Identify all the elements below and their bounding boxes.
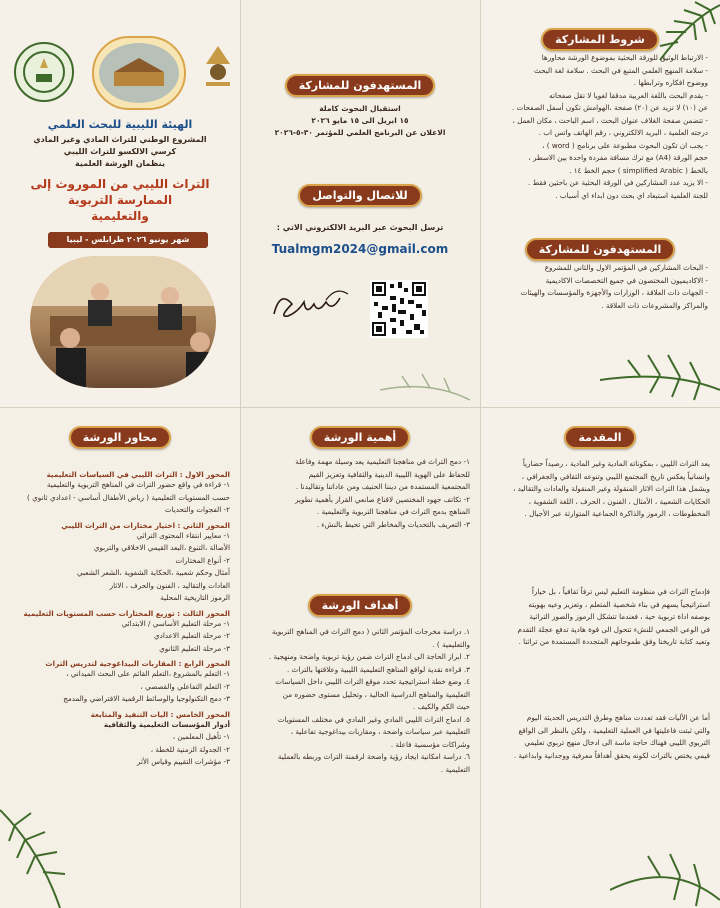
goals-list (252, 626, 470, 776)
conditions-list (494, 52, 708, 202)
list-item: التعليمية عبر سياسات واضحة ، ومقاربات بيداغوجية تفاعلية ، (290, 727, 470, 736)
list-item: بوصفه اداة تربوية حية ، فعندما تتشكل الرموز والصور التراثية (529, 612, 710, 621)
section-title: شروط المشاركة (541, 28, 659, 51)
list-item: ١- مرحلة التعليم الأساسي / الابتدائي (121, 618, 230, 628)
national-heritage-project-logo (92, 36, 186, 110)
list-item: وانسانياً يعكس تاريخ المجتمع الليبي وتنوعه الثقافي والجغرافي ، (521, 471, 710, 481)
list-item: الحكايات الشعبية ، الأمثال ، الفنون ، الحرف ، اللغة الشفوية ، (528, 496, 710, 506)
palm-leaf-icon (610, 820, 720, 908)
list-item: ووضوح افكاره وترابطها . (633, 78, 708, 87)
list-item: الرموز التاريخية المحلية (160, 593, 230, 602)
list-item: العادات والتقاليد ، الفنون والحرف ، الاثار (109, 580, 230, 590)
list-item: ٢- تكاتف جهود المختصين لاقناع صانعي القرار بأهمية تطوير (295, 494, 470, 504)
list-item: في الوعي الجمعي للنشء تتحول الى قوة هادية تدفع عجلة التقدم (517, 624, 710, 634)
intro-paragraph (492, 458, 710, 521)
email-link[interactable]: Tualmgm2024@gmail.com (271, 242, 449, 256)
list-item: ٢. ابراز الحاجة الى ادماج التراث ضمن رؤية تربوية واضحة ومنهجية . (268, 652, 470, 661)
workshop-title: والتعليمية (91, 209, 149, 223)
list-item: المخطوطات ، الرموز والذاكرة الجماعية المتوارثة عبر الأجيال . (524, 509, 710, 518)
axis-items (12, 530, 230, 605)
section-title: محاور الورشة (69, 426, 172, 449)
list-item: - الارتباط الوثيق للورقة البحثية بموضوع الورشة محاورها (541, 53, 708, 62)
list-item: استراتيجياً يسهم في بناء شخصية المتعلم ، وتعزيز وعيه بهويته (528, 599, 710, 609)
org-line: المشروع الوطني للتراث المادي وغير المادي (33, 135, 207, 144)
section-title: المستهدفون للمشاركة (525, 238, 676, 261)
list-item: أمثال وحكم شعبية ،الحكاية الشفوية ،الشعر الشعبي (76, 568, 230, 577)
list-item: - سلامة المنهج العلمي المتبع في البحث . سلامة لغة البحث (534, 65, 708, 75)
palm-leaf-icon (590, 330, 720, 410)
list-item: وشراكات مؤسسية فاعلة . (390, 739, 470, 749)
list-item: للجنة العلمية استبعاد اي بحث دون ابداء اي أسباب . (555, 190, 708, 200)
list-item: حجم الورقة (A4) مع ترك مسافة مفردة واحدة بين الاسطر ، (528, 153, 708, 162)
list-item: ٢- التعلم التفاعلي والقصصي ، (140, 681, 230, 691)
list-item: بالخط ( simplified Arabic ) حجم الخط ١٤ . (569, 165, 708, 175)
intro-section (480, 426, 720, 449)
list-item: - يجب ان تكون البحوث مطبوعة على برنامج ( word ) ، (542, 140, 708, 150)
list-item: ٣- التعريف بالتحديات والمخاطر التي تحيط بالنشء . (316, 519, 470, 529)
list-item: ٢- الجدولة الزمنية للخطة ، (150, 744, 230, 754)
list-item: ٤. وضع خطة استراتيجية تحدد موقع التراث الليبي داخل السياسات (275, 677, 470, 686)
qr-code[interactable] (370, 280, 428, 338)
list-item: وتعيد كتابة تاريخنا وفق طموحاتهم المتجددة المستمدة من تراثنا . (518, 637, 710, 646)
list-item: ٣- مؤشرات التقييم وقياس الأثر (136, 757, 230, 766)
contact-text: ترسل البحوث عبر البريد الالكتروني الاتي : (276, 223, 444, 232)
target-section (480, 238, 720, 261)
axes-section (0, 426, 240, 449)
signature (266, 280, 356, 330)
workshop-title: التراث الليبي من الموروث إلى (30, 177, 210, 191)
libyan-authority-logo (14, 42, 74, 102)
conditions-section (480, 28, 720, 51)
list-item: ٢- مرحلة التعليم الاعدادي (154, 631, 230, 640)
deadlines-section (240, 74, 480, 139)
goals-section (240, 594, 480, 617)
list-item: حيث الكم والكيف . (413, 702, 470, 711)
importance-list (252, 456, 470, 531)
axis-items (12, 668, 230, 706)
list-item: ويشمل هذا التراث الاثار المنقولة وغير المنقولة والعادات والتقاليد ، (513, 484, 710, 493)
axis-items (12, 479, 230, 517)
axes-list (12, 470, 230, 769)
section-title: أهداف الورشة (308, 594, 413, 617)
section-title: للاتصال والتواصل (298, 184, 421, 207)
list-item: المناهج بدمج التراث في مناهجنا التربوية والتعليمية . (316, 507, 470, 516)
importance-section (240, 426, 480, 449)
section-title: المقدمة (564, 426, 635, 449)
intro-paragraph (492, 712, 710, 762)
axis-heading: المحور الخامس : اليات التنفيذ والمتابعة (90, 709, 230, 719)
list-item: - الا يزيد عدد المشاركين في الورقة البحثية عن باحثين فقط . (528, 178, 708, 187)
axis-subheading: أدوار المؤسسات التعليمية والثقافية (103, 719, 230, 729)
list-item: ١- التعلم بالمشروع ،التعلم القائم على البحث الميداني ، (66, 669, 230, 678)
list-item: حسب المستويات التعليمية ( رياض الأطفال أساسي - اعدادي ثانوي ) (27, 492, 230, 502)
intro-paragraph (492, 586, 710, 649)
list-item: ٥. ادماج التراث الليبي المادي وغير المادي في مختلف المستويات (277, 714, 470, 724)
list-item: والمراكز والمشروعات ذات العلاقة . (601, 300, 708, 310)
list-item: عن (١٠) لا تزيد عن (٢٠) صفحة ،الهوامش تكون أسفل الصفحات . (512, 103, 708, 112)
list-item: - تتضمن صفحة الغلاف عنوان البحث ، اسم الباحث ، مكان العمل ، (512, 115, 708, 125)
list-item: للحفاظ على الهوية الليبية الدينية والثقافية وتعزيز القيم (308, 469, 470, 479)
list-item: ٦. دراسة امكانية ايجاد رؤية واضحة لرقمنة التراث وربطه بالعملية (277, 752, 470, 761)
date-bar: شهر يونيو ٢٠٢٦ طرابلس - ليبيا (48, 232, 208, 248)
org-name: الهيئة الليبية للبحث العلمي (47, 118, 193, 131)
axis-heading: المحور الثالث : توزيع المختارات حسب المستويات التعليمية (23, 608, 230, 618)
list-item: فإدماج التراث في منظومة التعليم ليس ترفاً ثقافياً ، بل خياراً (531, 587, 710, 596)
org-line: كرسي الالكسو للتراث الليبي (63, 147, 177, 156)
list-item: ٣- مرحلة التعليم الثانوي (159, 643, 230, 653)
contact-section (240, 184, 480, 256)
list-item: المجتمعية المستمدة من ديننا الحنيف ومن عاداتنا وتقاليدنا . (295, 482, 470, 491)
list-item: ٢- الفجوات والتحديات (164, 505, 230, 514)
list-item: والتعليمية ) . (432, 639, 470, 649)
list-item: التعليمية والمناهج الدراسية الحالية ، وتحليل مستوى حضوره من (282, 689, 470, 699)
list-item: قيمي يختص بالتراث لكونه يحقق أهدافاً معرفية ووجدانية وابداعية . (513, 750, 710, 760)
fold-line (480, 0, 481, 908)
deadline-line: ١٥ ابريل الى ١٥ مايو ٢٠٢٦ (311, 116, 409, 125)
axis-heading: المحور الرابع : المقاربات البيداغوجية لتدريس التراث (45, 659, 230, 668)
list-item: ١- دمج التراث في مناهجنا التعليمية يعد وسيلة مهمة وفاعلة (295, 457, 470, 466)
section-title: أهمية الورشة (310, 426, 410, 449)
axis-items (12, 731, 230, 769)
list-item: ٢- أنواع المختارات (175, 555, 230, 565)
list-item: يعد التراث الليبي ، بمكوناته المادية وغير المادية ، رصيداً حضارياً (522, 459, 710, 468)
deadline-line: الاعلان عن البرنامج العلمي للمؤتمر ٣٠-٥-٢٠٢٦ (274, 128, 446, 137)
list-item: - البحاث المشاركين في المؤتمر الاول والثاني للمشروع (544, 263, 708, 272)
workshop-title: الممارسة التربوية (67, 193, 173, 207)
list-item: ١- معايير انتقاء المحتوى التراثي (136, 530, 230, 540)
list-item: التعليمية . (440, 764, 470, 774)
list-item: - يقدم البحث باللغة العربية مدققا لغويا لا تقل صفحاته (549, 90, 708, 100)
title-block (0, 118, 240, 224)
org-line: ينظمان الورشة العلمية (75, 159, 165, 168)
workshop-photo (30, 256, 216, 388)
list-item: الأصالة ،التنوع ،البعد القيمي الاخلاقي والتربوي (93, 543, 230, 552)
list-item: - الاكاديميون المختصون في جميع التخصصات الاكاديمية (545, 275, 708, 285)
list-item: - الجهات ذات العلاقة ، الوزارات والأجهزة والمؤسسات والهيئات (520, 288, 708, 297)
list-item: والتي ثبتت فاعليتها في العملية التعليمية ، ولكن بالنظر الى الواقع (518, 725, 710, 735)
list-item: ١. دراسة مخرجات المؤتمر الثاني ( دمج التراث في المناهج التربوية (271, 627, 470, 636)
list-item: ٣- دمج التكنولوجيا والوسائط الرقمية الافتراضي والمدمج (63, 694, 230, 703)
list-item: ٣. قراءة نقدية لواقع المناهج التعليمية الليبية وعلاقتها بالتراث . (286, 664, 470, 674)
axis-heading: المحور الاول : التراث الليبي في السياسات التعليمية (46, 470, 230, 479)
alecso-chair-logo (200, 42, 236, 92)
target-list (494, 262, 708, 312)
deadline-line: استقبال البحوث كاملة (319, 104, 401, 113)
section-title: المستهدفون للمشاركة (285, 74, 436, 97)
list-item: أما عن الأليات فقد تعددت مناهج وطرق التدريس الحديثة اليوم (526, 713, 710, 722)
palm-leaf-icon (0, 800, 90, 908)
list-item: التربوي الليبي فهناك حاجة ماسة الى ادخال منهج تربوي تعليمي (524, 738, 710, 747)
palm-leaf-icon (380, 360, 470, 408)
list-item: ١- قراءة في واقع حضور التراث في المناهج التربوية والتعليمية (46, 480, 230, 489)
axis-heading: المحور الثاني : اختيار مختارات من التراث الليبي (61, 520, 230, 530)
axis-items (12, 618, 230, 656)
list-item: درجته العلمية ، البريد الالكتروني ، رقم الهاتف واتس اب . (538, 128, 708, 137)
list-item: ١- تأهيل المعلمين ، (172, 732, 230, 741)
